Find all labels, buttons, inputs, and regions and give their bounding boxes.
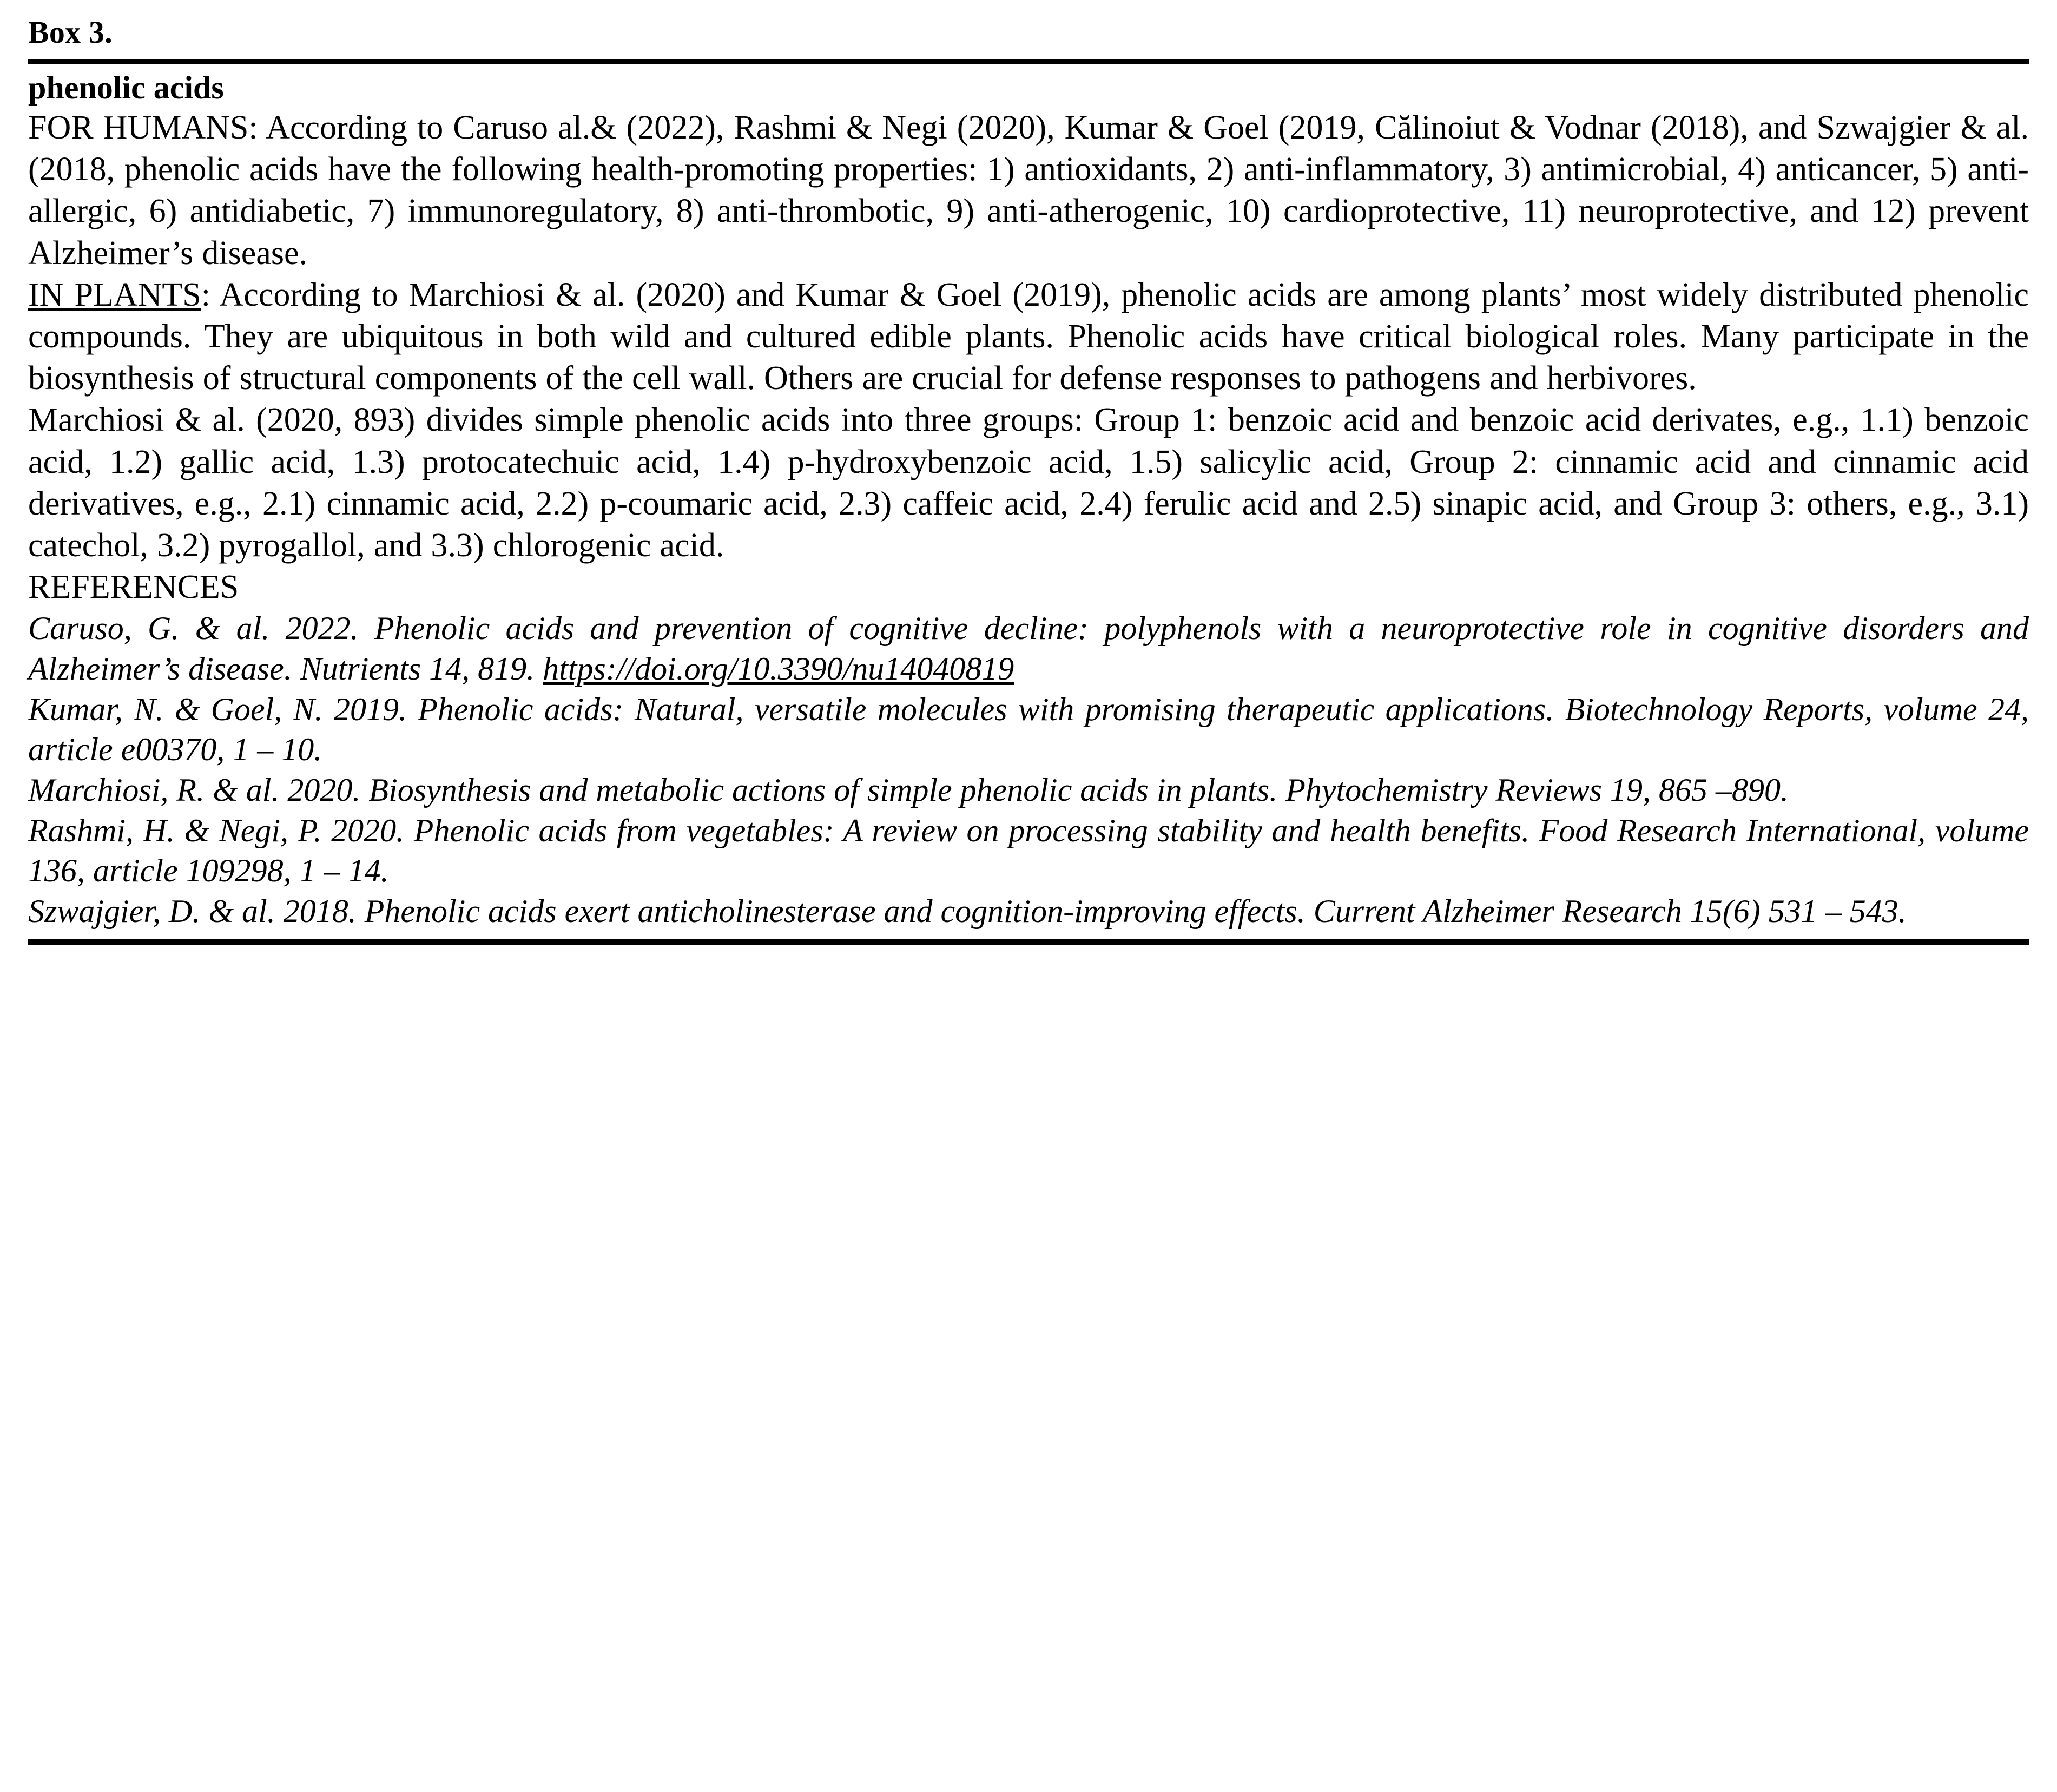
reference-item	[28, 811, 2029, 891]
reference-item	[28, 608, 2029, 689]
reference-text: Szwajgier, D. & al. 2018. Phenolic acids exert anticholinesterase and cognition-improving effects. Current Alzheimer Research 15(6) 531 – 543.	[28, 893, 1907, 930]
references-heading: REFERENCES	[28, 569, 239, 606]
reference-item	[28, 770, 2029, 811]
for-humans-text: FOR HUMANS: According to Caruso al.& (2022), Rashmi & Negi (2020), Kumar & Goel (2019, Călinoiut & Vodnar (2018), and Szwajgier & al. (2018, phenolic acids have the following health-promoting properties: 1) antioxidants, 2) anti-inflammatory, 3) antimicrobial, 4) anticancer, 5) anti-allergic, 6) antidiabetic, 7) immunoregulatory, 8) anti-thrombotic, 9) anti-atherogenic, 10) cardioprotective, 11) neuroprotective, and 12) prevent Alzheimer’s disease.	[28, 109, 2029, 272]
reference-item	[28, 891, 2029, 932]
box-label: Box 3.	[28, 15, 113, 50]
reference-doi-link[interactable]: https://doi.org/10.3390/nu14040819	[543, 651, 1014, 687]
paragraph-in-plants	[28, 274, 2029, 400]
box-body	[28, 64, 2029, 932]
paragraph-for-humans	[28, 107, 2029, 274]
box-title: phenolic acids	[28, 69, 224, 106]
reference-text: Marchiosi, R. & al. 2020. Biosynthesis and metabolic actions of simple phenolic acids in plants. Phytochemistry Reviews 19, 865 –890.	[28, 772, 1789, 808]
reference-item	[28, 689, 2029, 770]
in-plants-text: : According to Marchiosi & al. (2020) and Kumar & Goel (2019), phenolic acids are among plants’ most widely distributed phenolic compounds. They are ubiquitous in both wild and cultured edible plants. Phenolic acids have critical biological roles. Many participate in the biosynthesis of structural components of the cell wall. Others are crucial for defense responses to pathogens and herbivores.	[28, 276, 2029, 397]
reference-text: Caruso, G. & al. 2022. Phenolic acids and prevention of cognitive decline: polyphenols with a neuroprotective role in cognitive disorders and Alzheimer’s disease. Nutrients 14, 819.	[28, 610, 2029, 687]
reference-text: Kumar, N. & Goel, N. 2019. Phenolic acids: Natural, versatile molecules with promising therapeutic applications. Biotechnology Reports, volume 24, article e00370, 1 – 10.	[28, 691, 2029, 768]
in-plants-label: IN PLANTS	[28, 276, 201, 313]
reference-text: Rashmi, H. & Negi, P. 2020. Phenolic acids from vegetables: A review on processing stability and health benefits. Food Research International, volume 136, article 109298, 1 – 14.	[28, 812, 2029, 889]
bottom-divider	[28, 939, 2029, 945]
top-divider	[28, 59, 2029, 64]
paragraph-groups	[28, 399, 2029, 566]
groups-text: Marchiosi & al. (2020, 893) divides simple phenolic acids into three groups: Group 1: benzoic acid and benzoic acid derivates, e.g., 1.1) benzoic acid, 1.2) gallic acid, 1.3) protocatechuic acid, 1.4) p-hydroxybenzoic acid, 1.5) salicylic acid, Group 2: cinnamic acid and cinnamic acid derivatives, e.g., 2.1) cinnamic acid, 2.2) p-coumaric acid, 2.3) caffeic acid, 2.4) ferulic acid and 2.5) sinapic acid, and Group 3: others, e.g., 3.1) catechol, 3.2) pyrogallol, and 3.3) chlorogenic acid.	[28, 401, 2029, 564]
